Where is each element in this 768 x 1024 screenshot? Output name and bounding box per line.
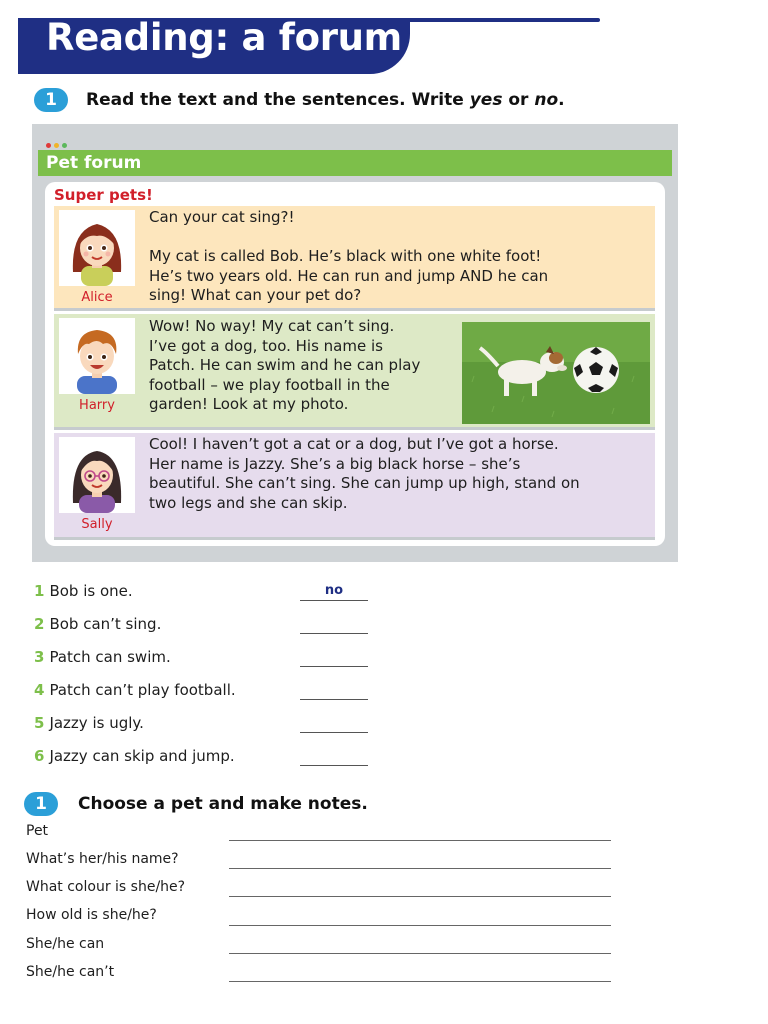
poster-name-alice: Alice <box>81 290 113 305</box>
question-text: Jazzy can skip and jump. <box>49 747 235 765</box>
question-2 <box>34 615 161 633</box>
question-number: 1 <box>34 582 45 600</box>
girl-avatar-icon <box>59 210 135 286</box>
window-dot-green <box>62 143 67 148</box>
question-text: Bob is one. <box>49 582 133 600</box>
note-label-cant: She/he can’t <box>26 964 115 980</box>
exercise-2-instruction: Choose a pet and make notes. <box>78 794 368 814</box>
dog-football-photo <box>462 322 650 424</box>
instruction-or: or <box>502 90 535 110</box>
post-line <box>149 228 548 248</box>
boy-avatar-icon <box>59 318 135 394</box>
post-line: Her name is Jazzy. She’s a big black horse – she’s <box>149 454 521 473</box>
forum-post-alice <box>54 206 655 311</box>
question-number: 6 <box>34 747 45 765</box>
answer-field-6[interactable] <box>300 748 368 766</box>
question-text: Bob can’t sing. <box>49 615 162 633</box>
question-5 <box>34 714 144 732</box>
question-3 <box>34 648 171 666</box>
answer-field-2[interactable] <box>300 616 368 634</box>
question-text: Patch can swim. <box>49 648 171 666</box>
forum-post-sally <box>54 433 655 540</box>
note-field-pet[interactable] <box>229 840 611 841</box>
post-line: two legs and she can skip. <box>149 493 348 512</box>
thread-subject: Super pets! <box>54 186 153 204</box>
question-4 <box>34 681 236 699</box>
forum-title-bar: Pet forum <box>38 150 672 176</box>
note-field-colour[interactable] <box>229 896 611 897</box>
post-text-alice <box>149 208 548 306</box>
poster-name-harry: Harry <box>79 398 115 413</box>
post-line: He’s two years old. He can run and jump AND he can <box>149 266 549 285</box>
instruction-end: . <box>558 90 565 110</box>
girl-glasses-avatar-icon <box>59 437 135 513</box>
post-line: garden! Look at my photo. <box>149 395 349 413</box>
post-line: Patch. He can swim and he can play <box>149 356 421 374</box>
avatar-sally <box>59 437 135 513</box>
post-line: Wow! No way! My cat can’t sing. <box>149 317 395 335</box>
forum-window <box>32 124 678 562</box>
avatar-alice <box>59 210 135 286</box>
avatar-harry <box>59 318 135 394</box>
answer-field-4[interactable] <box>300 682 368 700</box>
post-line: My cat is called Bob. He’s black with one white foot! <box>149 247 542 265</box>
answer-field-5[interactable] <box>300 715 368 733</box>
note-label-name: What’s her/his name? <box>26 851 179 867</box>
forum-post-harry <box>54 314 655 430</box>
forum-content <box>45 182 665 546</box>
post-line: sing! What can your pet do? <box>149 286 362 304</box>
note-label-can: She/he can <box>26 936 105 952</box>
note-label-age: How old is she/he? <box>26 907 157 923</box>
note-field-age[interactable] <box>229 925 611 926</box>
note-field-name[interactable] <box>229 868 611 869</box>
question-text: Jazzy is ugly. <box>49 714 144 732</box>
answer-field-1[interactable]: no <box>300 583 368 601</box>
question-6 <box>34 747 235 765</box>
post-line: Cool! I haven’t got a cat or a dog, but I’ve got a horse. <box>149 435 559 453</box>
window-dot-yellow <box>54 143 59 148</box>
poster-name-sally: Sally <box>81 517 113 532</box>
note-field-can[interactable] <box>229 953 611 954</box>
exercise-1-badge: 1 <box>34 88 68 112</box>
exercise-2-badge: 1 <box>24 792 58 816</box>
instruction-yes: yes <box>469 90 503 110</box>
post-line: Can your cat sing?! <box>149 208 295 226</box>
post-line: football – we play football in the <box>149 375 390 394</box>
window-dot-red <box>46 143 51 148</box>
note-label-colour: What colour is she/he? <box>26 879 186 895</box>
post-text-sally <box>149 435 580 513</box>
question-number: 5 <box>34 714 45 732</box>
exercise-1-instruction <box>86 90 565 110</box>
question-1 <box>34 582 133 600</box>
instruction-text: Read the text and the sentences. Write <box>86 90 470 110</box>
question-number: 4 <box>34 681 45 699</box>
note-label-pet: Pet <box>26 823 49 839</box>
question-number: 3 <box>34 648 45 666</box>
answer-field-3[interactable] <box>300 649 368 667</box>
page-title: Reading: a forum <box>46 16 402 59</box>
instruction-no: no <box>534 90 559 110</box>
post-line: I’ve got a dog, too. His name is <box>149 336 383 355</box>
post-text-harry <box>149 317 420 415</box>
post-line: beautiful. She can’t sing. She can jump up high, stand on <box>149 474 580 492</box>
question-number: 2 <box>34 615 45 633</box>
note-field-cant[interactable] <box>229 981 611 982</box>
question-text: Patch can’t play football. <box>49 681 236 699</box>
